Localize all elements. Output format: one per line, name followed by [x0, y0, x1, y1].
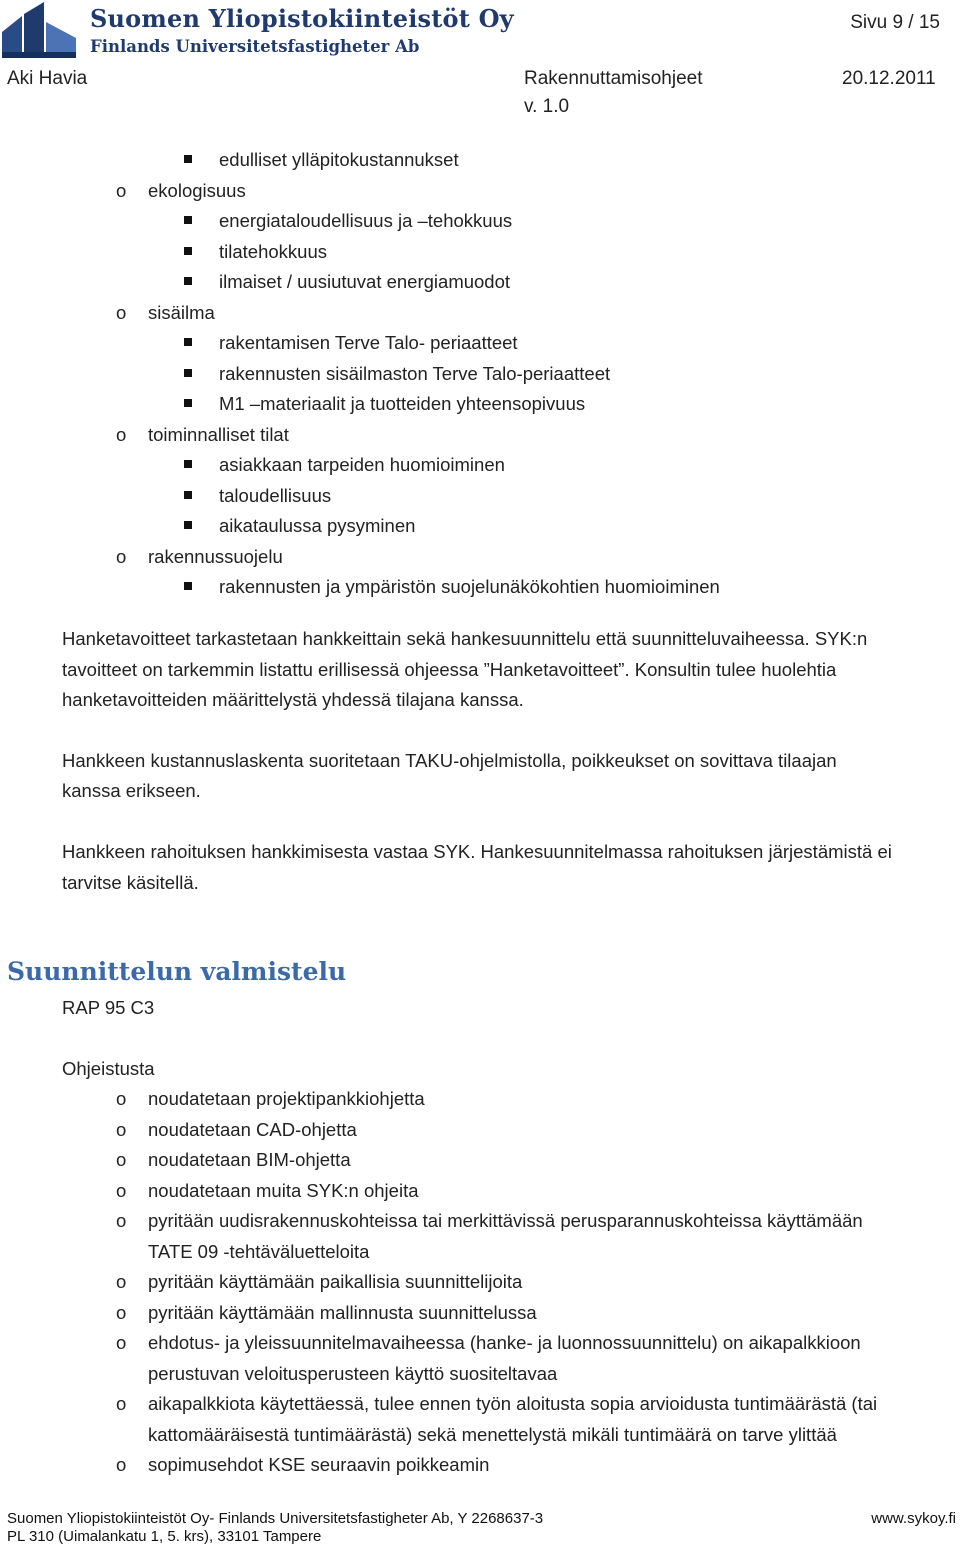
list-bullet-circle: o — [116, 1393, 127, 1414]
list-bullet-square — [184, 216, 192, 224]
list-bullet-circle: o — [116, 545, 127, 567]
syk-logo-mark — [2, 2, 76, 58]
list-bullet-circle: o — [116, 179, 127, 201]
guidance-item: pyritään käyttämään paikallisia suunnittelijoita — [148, 1271, 523, 1292]
list-bullet-circle: o — [116, 301, 127, 323]
footer-website[interactable]: www.sykoy.fi — [871, 1510, 956, 1527]
sub-list-item: taloudellisuus — [219, 484, 332, 506]
list-bullet-circle: o — [116, 1210, 127, 1231]
sub-list-item: edulliset ylläpitokustannukset — [219, 149, 459, 170]
list-bullet-square — [184, 399, 192, 407]
page-number: Sivu 9 / 15 — [850, 12, 940, 33]
list-bullet-square — [184, 338, 192, 346]
paragraph-costs-line-1: Hankkeen kustannuslaskenta suoritetaan TAKU-ohjelmistolla, poikkeukset on sovittava tilaajan — [62, 750, 837, 771]
list-bullet-circle: o — [116, 1179, 127, 1201]
guidance-item: kattomääräisestä tuntimäärästä) sekä menettelystä mikäli tuntimäärä on tarve ylittää — [148, 1423, 837, 1445]
list-bullet-circle: o — [116, 1088, 127, 1109]
sub-list-item: rakentamisen Terve Talo- periaatteet — [219, 332, 518, 353]
guidance-item: noudatetaan BIM-ohjetta — [148, 1149, 351, 1170]
list-bullet-square — [184, 369, 192, 377]
sub-list-item: asiakkaan tarpeiden huomioiminen — [219, 454, 505, 475]
list-bullet-square — [184, 247, 192, 255]
sub-list-item: tilatehokkuus — [219, 240, 327, 262]
list-bullet-circle: o — [116, 423, 127, 445]
sub-list-item: rakennusten ja ympäristön suojelunäkökohtien huomioiminen — [219, 576, 720, 597]
list-item: ekologisuus — [148, 179, 246, 201]
guidance-item: noudatetaan CAD-ohjetta — [148, 1118, 357, 1140]
list-item: rakennussuojelu — [148, 545, 283, 567]
guidance-item: TATE 09 -tehtäväluetteloita — [148, 1240, 370, 1262]
paragraph-funding-line-2: tarvitse käsitellä. — [62, 872, 199, 893]
list-bullet-circle: o — [116, 1332, 127, 1353]
sub-list-item: M1 –materiaalit ja tuotteiden yhteensopivuus — [219, 393, 586, 414]
list-bullet-square — [184, 460, 192, 468]
section-heading: Suunnittelun valmistelu — [7, 957, 347, 986]
list-bullet-circle: o — [116, 1301, 127, 1323]
list-bullet-square — [184, 277, 192, 285]
list-bullet-circle: o — [116, 1118, 127, 1140]
list-bullet-circle: o — [116, 1454, 127, 1475]
guidance-item: aikapalkkiota käytettäessä, tulee ennen työn aloitusta sopia arvioidusta tuntimäärästä (tai — [148, 1393, 878, 1414]
paragraph-funding-line-1: Hankkeen rahoituksen hankkimisesta vastaa SYK. Hankesuunnitelmassa rahoituksen järjestämistä ei — [62, 841, 892, 862]
org-name-swedish: Finlands Universitetsfastigheter Ab — [90, 37, 420, 56]
list-item: sisäilma — [148, 301, 215, 323]
section-code: RAP 95 C3 — [62, 997, 155, 1018]
guidance-item: perustuvan veloitusperusteen käyttö suositeltavaa — [148, 1362, 558, 1384]
list-bullet-circle: o — [116, 1149, 127, 1170]
sub-list-item: energiataloudellisuus ja –tehokkuus — [219, 210, 513, 231]
sub-list-item: rakennusten sisäilmaston Terve Talo-periaatteet — [219, 362, 611, 384]
section-subheading: Ohjeistusta — [62, 1058, 155, 1079]
list-item: toiminnalliset tilat — [148, 423, 289, 445]
paragraph-goals-line-1: Hanketavoitteet tarkastetaan hankkeittain sekä hankesuunnittelu että suunnitteluvaiheessa. SYK:n — [62, 628, 868, 649]
list-bullet-square — [184, 521, 192, 529]
guidance-item: pyritään uudisrakennuskohteissa tai merkittävissä perusparannuskohteissa käyttämään — [148, 1210, 863, 1231]
sub-list-item: aikataulussa pysyminen — [219, 515, 416, 536]
author: Aki Havia — [7, 68, 88, 89]
footer-company: Suomen Yliopistokiinteistöt Oy- Finlands Universitetsfastigheter Ab, Y 2268637-3 — [7, 1510, 544, 1527]
paragraph-goals-line-3: hanketavoitteiden määrittelystä yhdessä tilajana kanssa. — [62, 689, 524, 710]
org-name-finnish: Suomen Yliopistokiinteistöt Oy — [90, 4, 514, 33]
document-version: v. 1.0 — [524, 96, 570, 117]
footer-address: PL 310 (Uimalankatu 1, 5. krs), 33101 Tampere — [7, 1528, 322, 1545]
guidance-item: noudatetaan projektipankkiohjetta — [148, 1088, 425, 1109]
list-bullet-square — [184, 491, 192, 499]
sub-list-item: ilmaiset / uusiutuvat energiamuodot — [219, 271, 511, 292]
document-date: 20.12.2011 — [842, 68, 936, 89]
guidance-item: pyritään käyttämään mallinnusta suunnittelussa — [148, 1301, 537, 1323]
paragraph-costs-line-2: kanssa erikseen. — [62, 780, 201, 801]
paragraph-goals-line-2: tavoitteet on tarkemmin listattu erillisessä ohjeessa ”Hanketavoitteet”. Konsultin tulee huolehtia — [62, 659, 837, 680]
list-bullet-square — [184, 582, 192, 590]
guidance-item: ehdotus- ja yleissuunnitelmavaiheessa (hanke- ja luonnossuunnittelu) on aikapalkkioon — [148, 1332, 861, 1353]
guidance-item: sopimusehdot KSE seuraavin poikkeamin — [148, 1454, 490, 1475]
guidance-item: noudatetaan muita SYK:n ohjeita — [148, 1179, 419, 1201]
list-bullet-circle: o — [116, 1271, 127, 1292]
document-title: Rakennuttamisohjeet — [524, 68, 703, 89]
list-bullet-square — [184, 155, 192, 163]
